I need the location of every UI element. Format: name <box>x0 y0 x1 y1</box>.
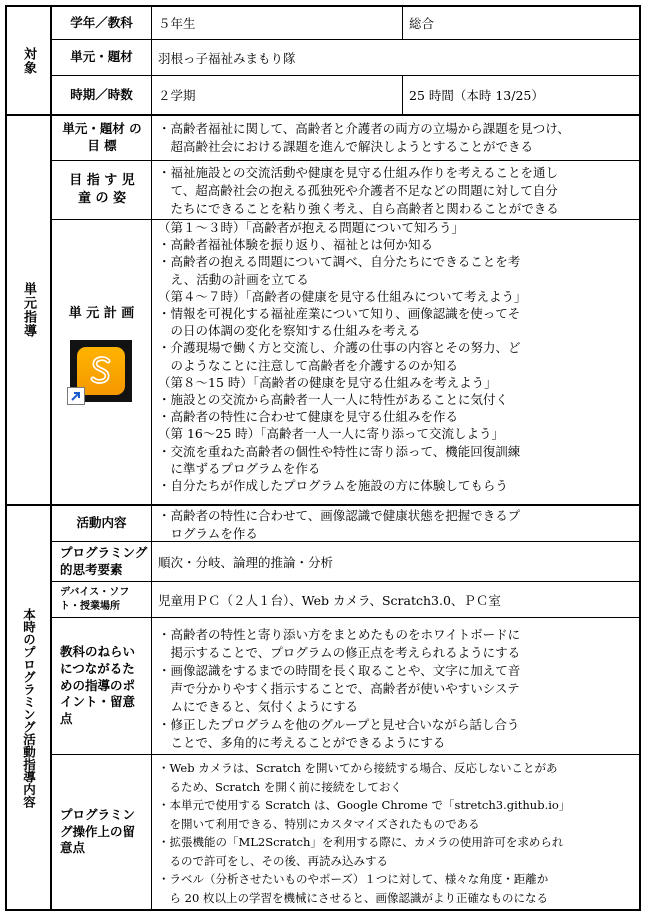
unit-title-label: 単元・題材 <box>70 49 133 65</box>
points-line: 声で分かりやすく指示することで、高齢者が使いやすいシステ <box>158 681 520 696</box>
operation-line: ・拡張機能の「ML2Scratch」を利用する際に、カメラの使用許可を求められ <box>158 835 564 849</box>
scratch-app-icon[interactable] <box>70 340 132 402</box>
points-line: ムにできると、気付くようにする <box>158 699 359 714</box>
plan-line: （第４～７時）「高齢者の健康を見守る仕組みについて考えよう」 <box>158 288 527 304</box>
plan-line: ・高齢者の特性に合わせて健康を見守る仕組みを作る <box>158 409 459 425</box>
activity-text <box>152 505 639 541</box>
device-label: デバイス・ソフト・授業場所 <box>60 587 130 612</box>
points-text <box>152 624 639 754</box>
thinking-value: 順次・分岐、論理的推論・分析 <box>158 554 334 570</box>
points-line: ことで、多角的に考えることができるようにする <box>158 735 446 750</box>
operation-line: るので許可をし、その後、再読み込みする <box>158 853 388 868</box>
activity-label: 活動内容 <box>76 514 127 530</box>
grade-subject-label: 学年／教科 <box>70 14 133 30</box>
plan-line: ・高齢者の抱える問題について調べ、自分たちにできることを考 <box>158 254 521 270</box>
unit-goal-text <box>152 118 639 160</box>
plan-line: え、活動の計画を立てる <box>158 271 309 287</box>
ideal-student-label: 目 指 す 児 童 の 姿 <box>69 173 135 206</box>
plan-line: ・情報を可視化する福祉産業について知り、画像認識を使ってそ <box>158 306 521 322</box>
points-line: ・修正したプログラムを他のグループと見せ合いながら話し合う <box>158 717 520 732</box>
subject-value: 総合 <box>409 16 435 31</box>
unit-goal-label: 単元・題材 の 目 標 <box>62 121 142 153</box>
points-label: 教科のねらいにつながるための指導のポイント・留意点 <box>60 643 136 727</box>
thinking-label: プログラミング的思考要素 <box>60 544 148 577</box>
unit-title-value: 羽根っ子福祉みまもり隊 <box>158 50 296 66</box>
plan-line: ・施設との交流から高齢者一人一人に特性があることに気付く <box>158 392 509 408</box>
period-label: 時期／時数 <box>70 86 133 102</box>
operation-line: ・本単元で使用する Scratch は、Google Chrome で「stretch3.github.io」 <box>158 798 571 812</box>
goal-line: ・高齢者福祉に関して、高齢者と介護者の両方の立場から課題を見つけ、 <box>158 121 570 136</box>
plan-line: ・介護現場で働く方と交流し、介護の仕事の内容とその努力、ど <box>158 340 521 356</box>
operation-line: を開いて利用できる、特別にカスタマイズされたものである <box>158 816 480 831</box>
ideal-line: ・福祉施設との交流活動や健康を見守る仕組み作りを考えることを通し <box>158 165 559 180</box>
ideal-student-text <box>152 162 639 219</box>
hours-value: 25 時間（本時 13/25） <box>409 88 544 103</box>
plan-line: ・自分たちが作成したプログラムを施設の方に体験してもらう <box>158 478 508 494</box>
plan-line: （第１～３時）「高齢者が抱える問題について知ろう」 <box>158 220 465 235</box>
operation-text <box>152 757 639 909</box>
operation-label: プログラミング操作上の留意点 <box>60 806 136 856</box>
term-value: ２学期 <box>158 88 196 103</box>
plan-line: の日の体調の変化を察知する仕組みを考える <box>158 323 421 339</box>
operation-line: るため、Scratch を開く前に接続をしておく <box>158 779 402 794</box>
points-line: ・画像認識をするまでの時間を長く取ることや、文字に加えて音 <box>158 663 521 678</box>
activity-line: ・高齢者の特性に合わせて、画像認識で健康状態を把握できるプ <box>158 508 521 523</box>
operation-line: ・Web カメラは、Scratch を開いてから接続する場合、反応しないことがあ <box>158 761 558 775</box>
plan-line: に準ずるプログラムを作る <box>158 460 321 476</box>
plan-line: （第 16～25 時）「高齢者一人一人に寄り添って交流しよう」 <box>158 426 505 442</box>
ideal-line: て、超高齢社会の抱える孤独死や介護者不足などの問題に対して自分 <box>158 183 558 198</box>
grade-value: ５年生 <box>158 16 196 31</box>
plan-line: ・高齢者福祉体験を振り返り、福祉とは何か知る <box>158 237 434 253</box>
points-line: ・高齢者の特性と寄り添い方をまとめたものをホワイトボードに <box>158 627 521 642</box>
unit-plan-label: 単 元 計 画 <box>68 306 135 322</box>
ideal-line: たちにできることを粘り強く考え、自ら高齢者と関わることができる <box>158 201 559 216</box>
shortcut-arrow-icon <box>67 387 85 405</box>
operation-line: ら 20 枚以上の学習を機械にさせると、画像認識がより正確なものになる <box>158 890 548 905</box>
section-lesson-label: 本時のプログラミング活動指導内容 <box>21 607 37 808</box>
plan-line: ・交流を重ねた高齢者の個性や特性に寄り添って、機能回復訓練 <box>158 443 521 459</box>
plan-line: （第８～15 時）「高齢者の健康を見守る仕組みを考えよう」 <box>158 374 497 390</box>
goal-line: 超高齢社会における課題を進んで解決しようとすることができる <box>158 139 534 154</box>
unit-plan-text <box>152 219 639 504</box>
activity-line: ログラムを作る <box>158 526 258 541</box>
device-value: 児童用ＰＣ（２人１台）、Web カメラ、Scratch3.0、ＰＣ室 <box>158 592 501 608</box>
operation-line: ・ラベル（分析させたいものやポーズ）１つに対して、様々な角度・距離か <box>158 872 549 886</box>
section-unit-label: 単元指導 <box>21 282 36 338</box>
plan-line: のようなことに注意して高齢者を介護するのか知る <box>158 357 459 373</box>
points-line: 掲示することで、プログラムの修正点を考えられるようにする <box>158 645 521 660</box>
section-target-label: 対象 <box>21 46 36 75</box>
